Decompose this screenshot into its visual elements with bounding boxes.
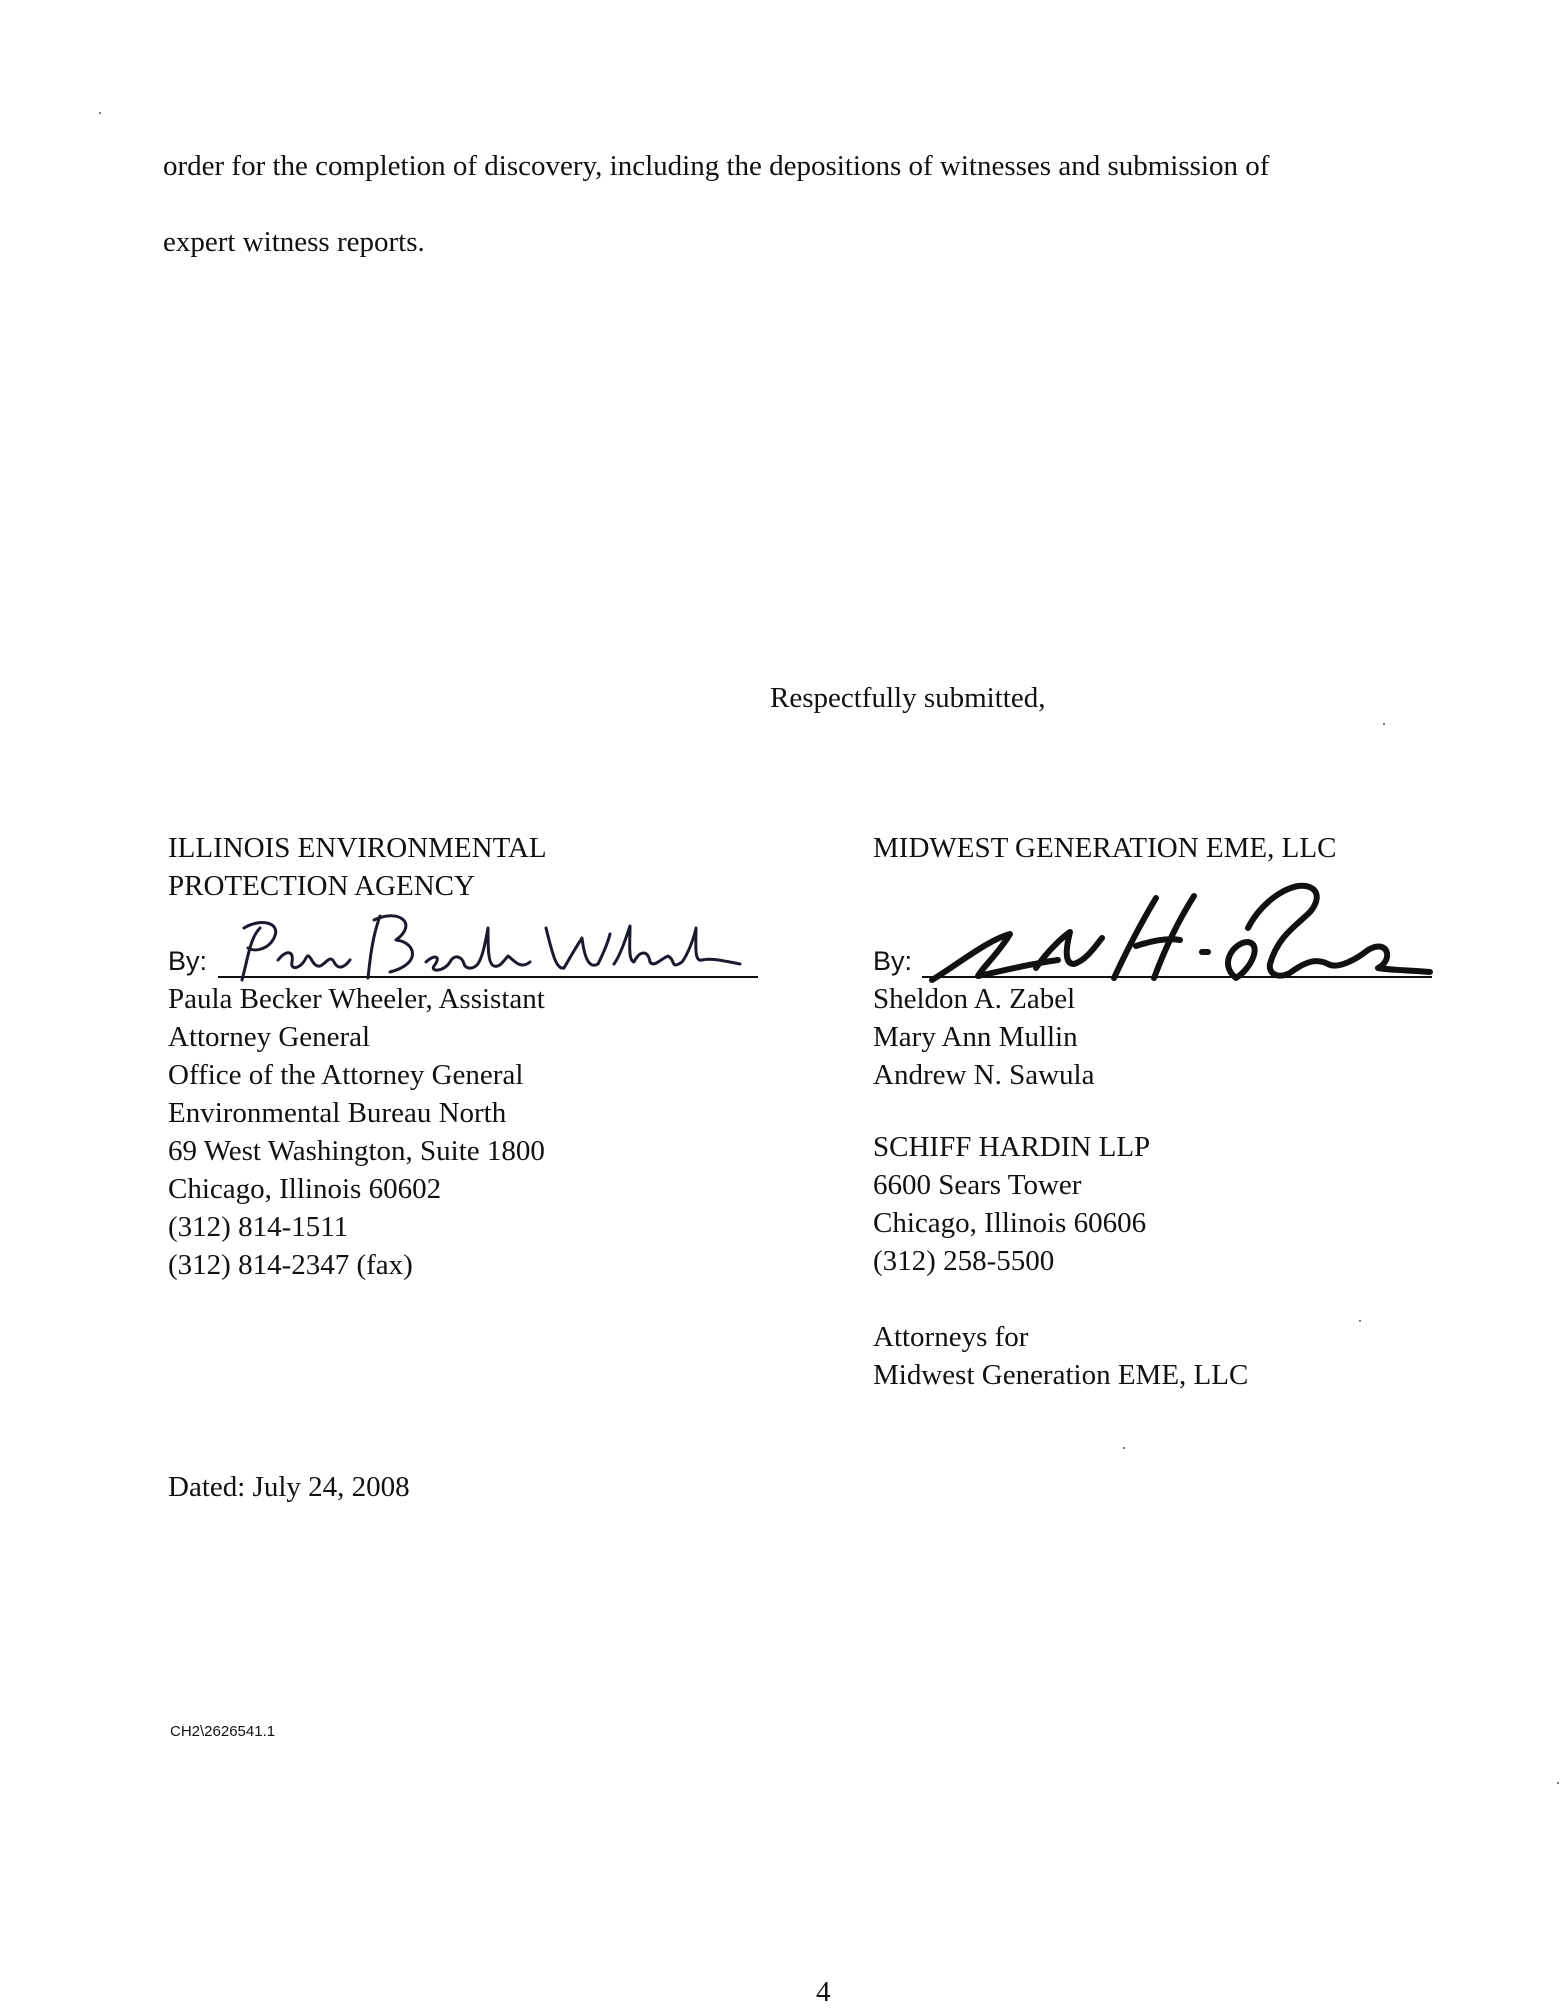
dated-line: Dated: July 24, 2008	[168, 1471, 410, 1503]
left-party-name-line: ILLINOIS ENVIRONMENTAL	[168, 832, 547, 864]
page-number: 4	[816, 1976, 831, 2008]
left-signatory-line: Office of the Attorney General	[168, 1059, 524, 1091]
role-line: Attorneys for	[873, 1321, 1029, 1353]
firm-line: 6600 Sears Tower	[873, 1169, 1082, 1201]
left-signatory-line: 69 West Washington, Suite 1800	[168, 1135, 545, 1167]
left-signatory-line: Environmental Bureau North	[168, 1097, 507, 1129]
left-signatory-line: Attorney General	[168, 1021, 371, 1053]
body-text-line: order for the completion of discovery, including the depositions of witnesses and submission of	[163, 150, 1270, 182]
left-signatory-line: (312) 814-2347 (fax)	[168, 1249, 413, 1281]
attorney-name: Sheldon A. Zabel	[873, 983, 1076, 1015]
left-by-label: By:	[168, 946, 208, 976]
scan-speck	[1123, 1447, 1125, 1449]
scan-speck	[1383, 723, 1385, 725]
scan-speck	[99, 112, 101, 114]
left-signatory-line: (312) 814-1511	[168, 1211, 349, 1243]
attorney-name: Mary Ann Mullin	[873, 1021, 1078, 1053]
role-line: Midwest Generation EME, LLC	[873, 1359, 1249, 1391]
firm-line: (312) 258-5500	[873, 1245, 1055, 1277]
left-handwritten-signature	[230, 898, 750, 990]
right-firm-block	[873, 1128, 1150, 1280]
body-text-line: expert witness reports.	[163, 226, 425, 258]
document-id: CH2\2626541.1	[170, 1723, 276, 1740]
left-party-name	[168, 829, 547, 905]
right-party-name: MIDWEST GENERATION EME, LLC	[873, 832, 1337, 864]
left-signatory-line: Chicago, Illinois 60602	[168, 1173, 442, 1205]
scan-speck	[1359, 1320, 1361, 1322]
attorney-name: Andrew N. Sawula	[873, 1059, 1095, 1091]
scan-speck	[1557, 1782, 1559, 1784]
closing-text: Respectfully submitted,	[770, 682, 1046, 714]
left-signatory-line: Paula Becker Wheeler, Assistant	[168, 983, 545, 1015]
left-party-name-line: PROTECTION AGENCY	[168, 870, 475, 902]
firm-line: Chicago, Illinois 60606	[873, 1207, 1147, 1239]
right-role-block	[873, 1318, 1248, 1394]
left-signatory-block	[168, 980, 545, 1284]
right-attorneys-block	[873, 980, 1094, 1094]
right-by-label: By:	[873, 946, 913, 976]
firm-line: SCHIFF HARDIN LLP	[873, 1131, 1151, 1163]
